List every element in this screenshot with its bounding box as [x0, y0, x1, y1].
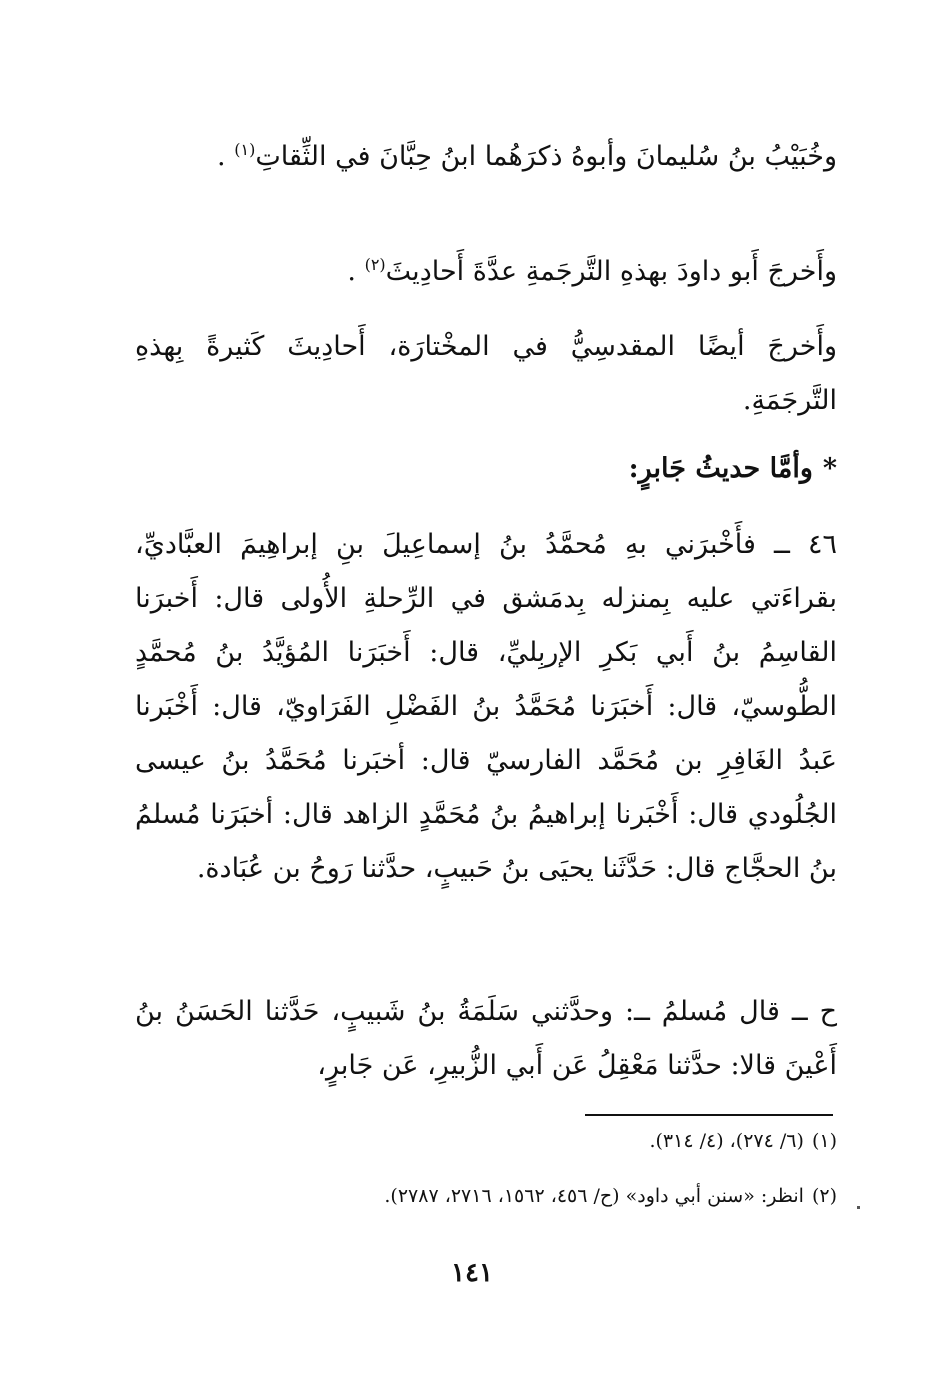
asterisk-marker: * [822, 453, 837, 484]
footnote-number: (١) [811, 1130, 837, 1152]
footnote-text: (٦/ ٢٧٤)، (٤/ ٣١٤). [649, 1130, 804, 1152]
paragraph-khubayb [135, 130, 837, 184]
paragraph-text: وأَخرجَ أَبو داودَ بهذهِ التَّرجَمةِ عدَّةَ أَحادِيثَ [385, 256, 837, 287]
paragraph-end: . [347, 256, 365, 287]
footnote-1 [135, 1128, 837, 1154]
paragraph-maqdisi: وأَخرجَ أيضًا المقدسِيُّ في المخْتارَة، أَحادِيثَ كَثيرةً بِهذهِ التَّرجَمَةِ. [135, 331, 837, 416]
footnote-number: (٢) [811, 1185, 837, 1207]
section-heading-jabir [135, 442, 837, 496]
paragraph-muslim-chain: ح ــ قال مُسلمُ ــ: وحدَّثني سَلَمَةُ بنُ شَبيبٍ، حَدَّثنا الحَسَنُ بنُ أَعْينَ قالا: حدَّثنا مَعْقِلُ عَن أَبي الزُّبيرِ، عَن جَابرٍ، [135, 996, 837, 1081]
footnote-ref-2[interactable]: (٢) [364, 255, 386, 274]
scan-speck [857, 1206, 860, 1209]
paragraph-hadith-46: ٤٦ ــ فأَخْبرَني بهِ مُحمَّدُ بنُ إسماعِيلَ بنِ إبراهِيمَ العبَّاديِّ، بقراءَتي عليه بِمنزله بِدمَشق في الرِّحلةِ الأُولى قال: أَخبرَنا القاسِمُ بنُ أَبي بَكرِ الإربِليِّ، قال: أَخبَرَنا المُؤيَّدُ بنُ مُحمَّدٍ الطُّوسيّ، قال: أَخبَرَنا مُحَمَّدُ بنُ الفَضْلِ الفَرَاويّ، قال: أَخْبَرنا عَبدُ الغَافِرِ بن مُحَمَّد الفارسيّ قال: أخبَرنا مُحَمَّدُ بنُ عيسى الجُلُودي قال: أَخْبَرنا إبراهيمُ بنُ مُحَمَّدٍ الزاهد قال: أخبَرَنا مُسلمُ بنُ الحجَّاج قال: حَدَّثَنا يحيَى بنُ حَبيبٍ، حدَّثنا رَوحُ بن عُبَادة. [135, 529, 837, 884]
footnote-ref-1[interactable]: (١) [234, 140, 256, 159]
footnote-2 [135, 1183, 837, 1209]
paragraph-text: وخُبَيْبُ بنُ سُليمانَ وأبوهُ ذكرَهُما ابنُ حِبَّانَ في الثِّقاتِ [255, 141, 837, 172]
footnote-text: انظر: «سنن أبي داود» (ح/ ٤٥٦، ١٥٦٢، ٢٧١٦، ٢٧٨٧). [384, 1185, 804, 1207]
paragraph-abu-dawud [135, 245, 837, 299]
page-number: ١٤١ [451, 1258, 493, 1288]
section-heading-text: وأمَّا حديثُ جَابرٍ: [628, 453, 813, 484]
paragraph-end: . [217, 141, 235, 172]
footnote-divider [585, 1114, 833, 1116]
